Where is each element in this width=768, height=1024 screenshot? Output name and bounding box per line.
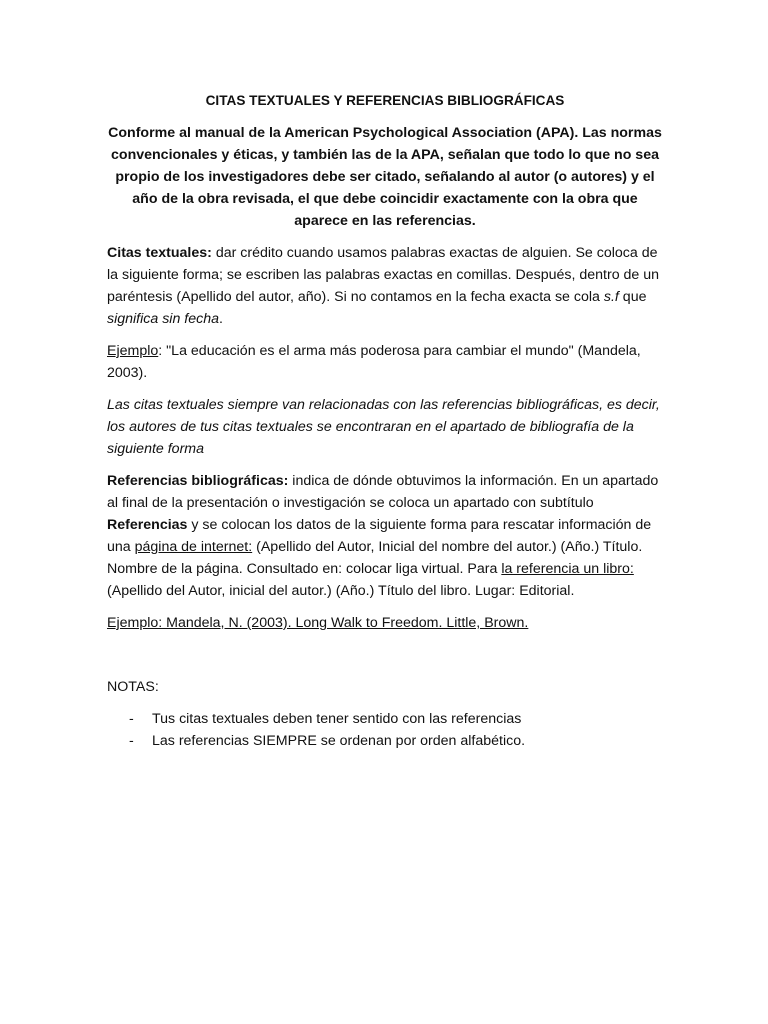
note-text: Las referencias SIEMPRE se ordenan por orden alfabético. [152, 733, 526, 749]
document-page [107, 90, 663, 752]
citas-heading: Citas textuales: [107, 245, 212, 261]
ejemplo-label: Ejemplo [107, 343, 159, 359]
list-item [107, 708, 663, 730]
note-text: Tus citas textuales deben tener sentido con las referencias [152, 711, 522, 727]
citas-text: dar crédito cuando usamos palabras exactas de alguien. Se coloca de la siguiente forma; se escriben las palabras exactas en comillas. Después, dentro de un paréntesis (Apellido del autor, año). Si no contamos en la fecha exacta se cola [107, 245, 660, 305]
italic-note: Las citas textuales siempre van relacionadas con las referencias bibliográficas, es decir, los autores de tus citas textuales se encontraran en el apartado de bibliografía de la siguiente forma [107, 397, 660, 457]
spacer [107, 644, 663, 676]
referencias-text-2: y se colocan los datos de la siguiente forma para rescatar información de una [107, 517, 652, 555]
notes-heading: NOTAS: [107, 679, 159, 695]
dash-bullet: - [129, 733, 134, 749]
book-reference-link[interactable]: la referencia un libro: [501, 561, 634, 577]
citas-sf: s.f [603, 289, 619, 305]
ejemplo-reference: Ejemplo: Mandela, N. (2003). Long Walk to Freedom. Little, Brown. [107, 615, 529, 631]
web-page-link[interactable]: página de internet: [134, 539, 253, 555]
ejemplo-text: : "La educación es el arma más poderosa para cambiar el mundo" (Mandela, 2003). [107, 343, 641, 381]
citas-paragraph [107, 242, 663, 330]
dash-bullet: - [129, 711, 134, 727]
referencias-paragraph [107, 470, 663, 602]
citas-meaning: significa sin fecha [107, 311, 219, 327]
list-item [107, 730, 663, 752]
notes-list [107, 708, 663, 752]
ejemplo-paragraph [107, 340, 663, 384]
citas-que: que [618, 289, 647, 305]
referencias-text-4: (Apellido del Autor, inicial del autor.) (Año.) Título del libro. Lugar: Editorial. [107, 583, 575, 599]
citas-end: . [218, 311, 223, 327]
referencias-heading: Referencias bibliográficas: [107, 473, 289, 489]
intro-paragraph: Conforme al manual de la American Psychological Association (APA). Las normas convencionales y éticas, y también las de la APA, señalan que todo lo que no sea propio de los investigadores debe ser citado, señalando al autor (o autores) y el año de la obra revisada, el que debe coincidir exactamente con la obra que aparece en las referencias. [108, 125, 662, 229]
document-title: CITAS TEXTUALES Y REFERENCIAS BIBLIOGRÁFICAS [205, 93, 565, 108]
referencias-subtitle: Referencias [107, 517, 188, 533]
referencias-text-1: indica de dónde obtuvimos la información. En un apartado al final de la presentación o investigación se coloca un apartado con subtítulo [107, 473, 659, 511]
referencias-text-3: (Apellido del Autor, Inicial del nombre del autor.) (Año.) Título. Nombre de la página. Consultado en: colocar liga virtual. Para [107, 539, 643, 577]
